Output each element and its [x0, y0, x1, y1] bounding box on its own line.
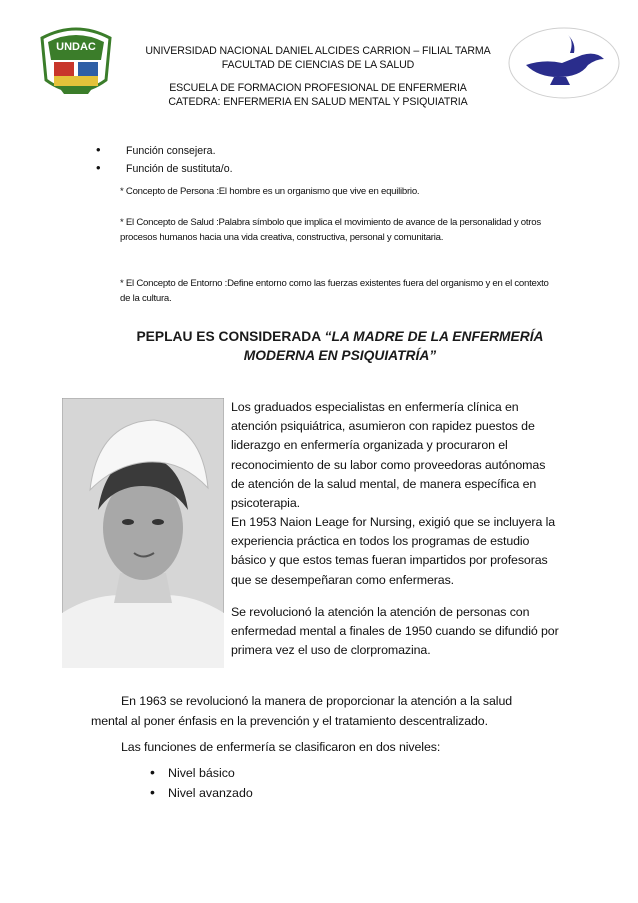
levels-list [150, 764, 253, 803]
list-item: • Nivel avanzado [150, 784, 253, 804]
concept-health: * El Concepto de Salud :Palabra símbolo que implica el movimiento de avance de la personalidad y otros procesos humanos hacia una vida creativa, constructiva, personal y comunitaria. [120, 217, 541, 243]
paragraph-graduates: Los graduados especialistas en enfermería clínica en atención psiquiátrica, asumieron con rapidez puestos de liderazgo en enfermería organizada y procuraron el reconocimiento de su labor como proveedoras autónomas de atención de la salud mental, de manera específica en psicoterapia. [231, 400, 546, 511]
paragraph-clorpromazina: Se revolucionó la atención la atención de personas con enfermedad mental a finales de 1950 cuando se difundió por primera vez el uso de clorpromazina. [231, 605, 559, 658]
concept-environment: * El Concepto de Entorno :Define entorno como las fuerzas existentes fuera del organismo y en el contexto de la cultura. [120, 278, 549, 304]
header-faculty: FACULTAD DE CIENCIAS DE LA SALUD [221, 59, 415, 71]
header-school: ESCUELA DE FORMACION PROFESIONAL DE ENFERMERIA [169, 82, 467, 94]
header-course: CATEDRA: ENFERMERIA EN SALUD MENTAL Y PSIQUIATRIA [168, 96, 468, 108]
peplau-portrait-photo [62, 398, 224, 668]
list-item: • Función de sustituta/o. [96, 160, 233, 178]
crest-lettering: UNDAC [56, 41, 96, 53]
list-item: • Función consejera. [96, 142, 233, 160]
paragraph-1963-line2: mental al poner énfasis en la prevención y el tratamiento descentralizado. [91, 714, 488, 728]
header-university: UNIVERSIDAD NACIONAL DANIEL ALCIDES CARRION – FILIAL TARMA [145, 45, 491, 57]
paragraph-1963-line1: En 1963 se revolucionó la manera de proporcionar la atención a la salud [121, 694, 513, 708]
concept-person: * Concepto de Persona :El hombre es un organismo que vive en equilibrio. [120, 186, 420, 197]
paragraph-1953: En 1953 Naion Leage for Nursing, exigió que se incluyera la experiencia práctica en todos los programas de estudio básico y que estos temas fueran impartidos por profesoras que se desempeñaran como enfermeras. [231, 515, 556, 587]
levels-intro: Las funciones de enfermería se clasificaron en dos niveles: [121, 740, 441, 754]
headline-lead: PEPLAU ES CONSIDERADA [136, 329, 325, 344]
undac-crest-logo [36, 20, 116, 102]
functions-list [96, 142, 233, 178]
nursing-lamp-logo [504, 25, 622, 101]
headline-quote: “LA MADRE DE LA ENFERMERÍA MODERNA EN PSIQUIATRÍA” [243, 329, 544, 363]
list-item: • Nivel básico [150, 764, 253, 784]
peplau-headline [120, 327, 560, 365]
